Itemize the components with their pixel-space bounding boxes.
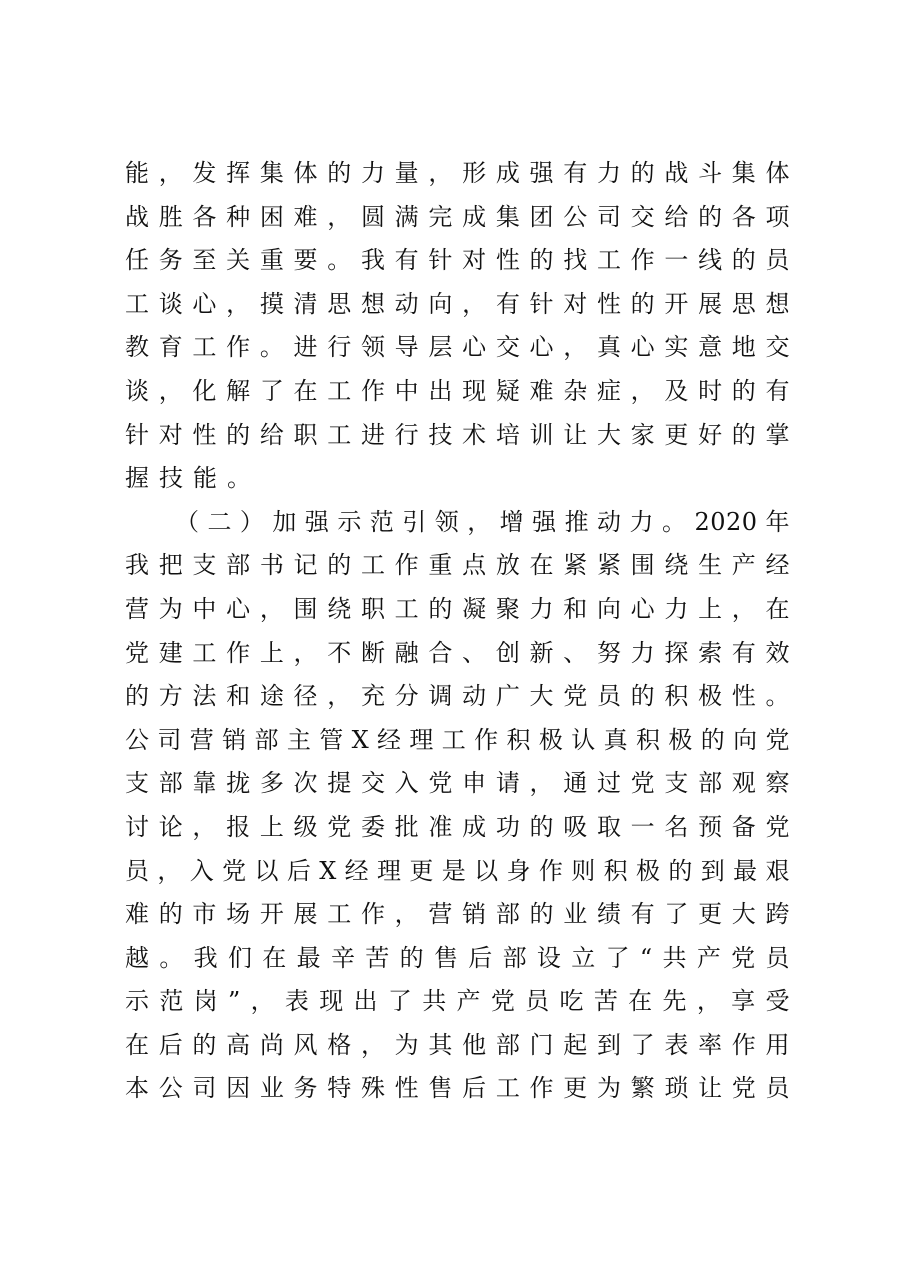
text-line: 讨论，报上级党委批准成功的吸取一名预备党 xyxy=(125,812,790,841)
text-line: 支部靠拢多次提交入党申请，通过党支部观察 xyxy=(125,769,790,798)
text-line: 教育工作。进行领导层心交心，真心实意地交 xyxy=(125,333,790,362)
text-line: 握技能。 xyxy=(125,464,261,493)
text-line: 营为中心，围绕职工的凝聚力和向心力上，在 xyxy=(125,594,790,623)
text-line: 我把支部书记的工作重点放在紧紧围绕生产经 xyxy=(125,551,790,580)
text-line: 能，发挥集体的力量，形成强有力的战斗集体 xyxy=(125,159,790,187)
text-line: 员，入党以后X经理更是以身作则积极的到最艰 xyxy=(125,856,790,885)
text-line: 难的市场开展工作，营销部的业绩有了更大跨 xyxy=(125,900,790,929)
body-text xyxy=(125,152,790,1111)
text-line: 示范岗”，表现出了共产党员吃苦在先，享受 xyxy=(125,987,790,1016)
text-line: 工谈心，摸清思想动向，有针对性的开展思想 xyxy=(125,289,790,318)
text-line: 的方法和途径，充分调动广大党员的积极性。 xyxy=(125,682,790,711)
text-line: 任务至关重要。我有针对性的找工作一线的员 xyxy=(125,246,790,275)
text-line: 针对性的给职工进行技术培训让大家更好的掌 xyxy=(125,420,790,449)
text-line: 在后的高尚风格，为其他部门起到了表率作用 xyxy=(125,1030,790,1059)
text-line: 本公司因业务特殊性售后工作更为繁琐让党员 xyxy=(125,1074,790,1103)
text-line: 战胜各种困难，圆满完成集团公司交给的各项 xyxy=(125,202,790,231)
text-line: 越。我们在最辛苦的售后部设立了“共产党员 xyxy=(125,943,790,972)
text-line: 公司营销部主管X经理工作积极认真积极的向党 xyxy=(125,725,790,754)
text-line: 党建工作上，不断融合、创新、努力探索有效 xyxy=(125,638,790,667)
section-heading-line: （二）加强示范引领，增强推动力。2020年 xyxy=(175,507,790,536)
text-line: 谈，化解了在工作中出现疑难杂症，及时的有 xyxy=(125,376,790,405)
